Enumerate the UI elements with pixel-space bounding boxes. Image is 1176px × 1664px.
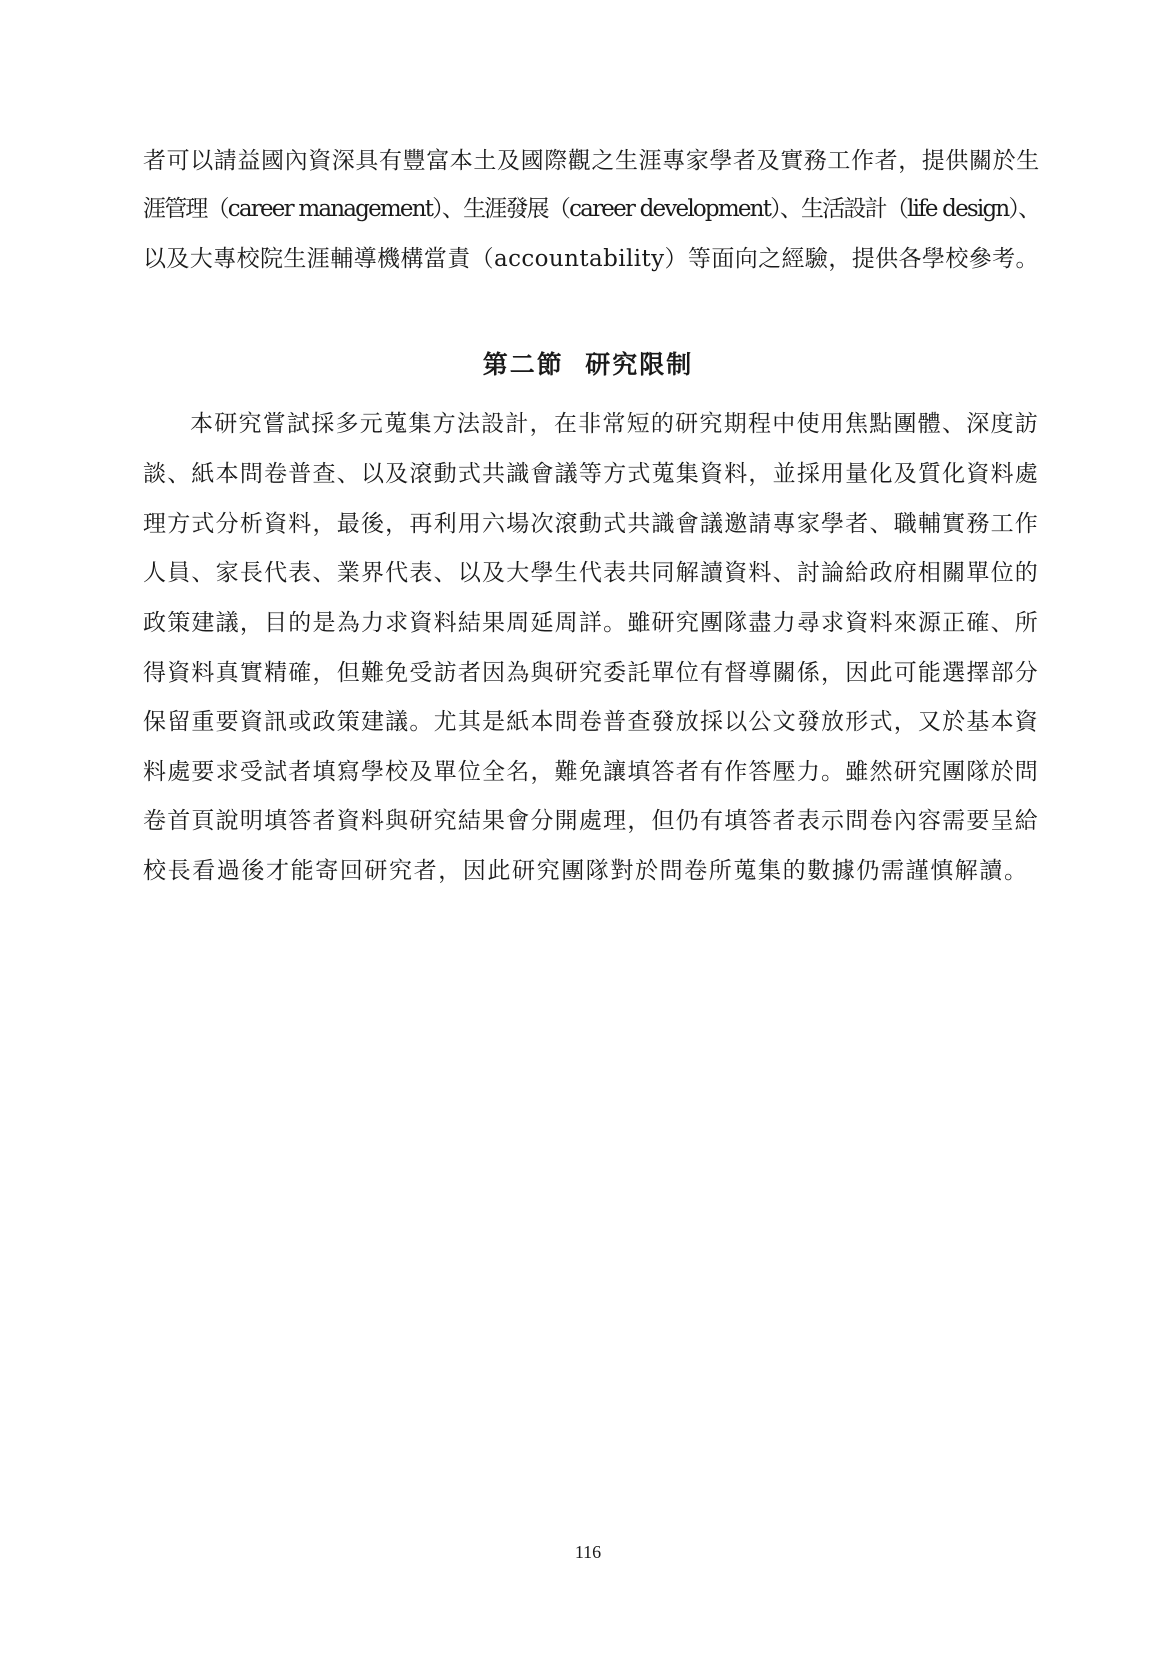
intro-line-3: 以及大專校院生涯輔導機構當責（accountability）等面向之經驗，提供各學校參考。 (143, 246, 1039, 272)
body-line-4: 人員、家長代表、業界代表、以及大學生代表共同解讀資料、討論給政府相關單位的 (143, 560, 1039, 586)
body-line-5: 政策建議，目的是為力求資料結果周延周詳。雖研究團隊盡力尋求資料來源正確、所 (143, 610, 1039, 636)
body-line-2: 談、紙本問卷普查、以及滾動式共識會議等方式蒐集資料，並採用量化及質化資料處 (143, 461, 1039, 487)
page-number: 116 (574, 1542, 602, 1562)
body-line-6: 得資料真實精確，但難免受訪者因為與研究委託單位有督導關係，因此可能選擇部分 (143, 660, 1039, 686)
intro-line-2: 涯管理（career management）、生涯發展（career development）、生活設計（life design）、 (143, 196, 1040, 222)
section-heading: 第二節 研究限制 (482, 350, 694, 379)
body-line-9: 卷首頁說明填答者資料與研究結果會分開處理，但仍有填答者表示問卷內容需要呈給 (143, 808, 1039, 834)
intro-line-1: 者可以請益國內資深具有豐富本土及國際觀之生涯專家學者及實務工作者，提供關於生 (143, 148, 1040, 174)
body-line-7: 保留重要資訊或政策建議。尤其是紙本問卷普查發放採以公文發放形式，又於基本資 (143, 709, 1039, 735)
body-line-1: 本研究嘗試採多元蒐集方法設計，在非常短的研究期程中使用焦點團體、深度訪 (190, 411, 1039, 437)
body-line-3: 理方式分析資料，最後，再利用六場次滾動式共識會議邀請專家學者、職輔實務工作 (143, 511, 1039, 537)
body-line-8: 料處要求受試者填寫學校及單位全名，難免讓填答者有作答壓力。雖然研究團隊於問 (143, 759, 1039, 785)
body-line-10: 校長看過後才能寄回研究者，因此研究團隊對於問卷所蒐集的數據仍需謹慎解讀。 (143, 858, 1029, 884)
